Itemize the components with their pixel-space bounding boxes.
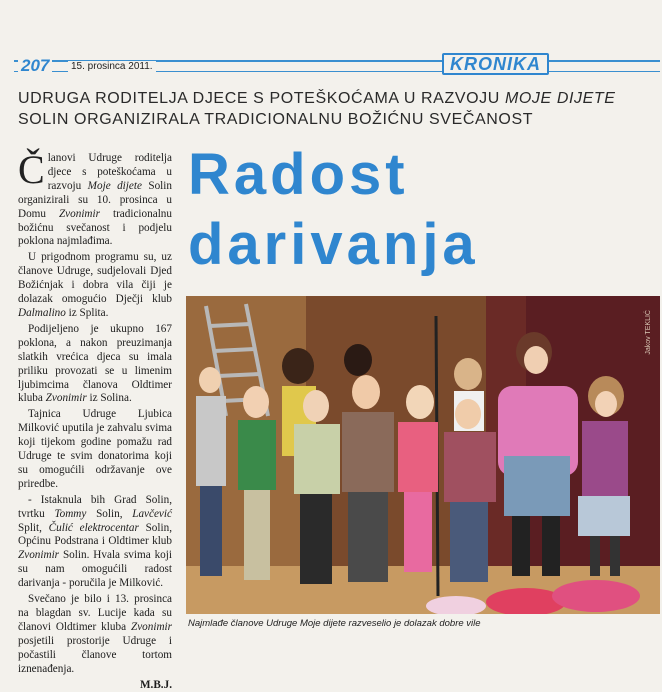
photo-credit: Jakov TEKLIĆ [645,310,652,355]
page-header [14,56,660,80]
article-headline [188,140,658,280]
page-number: 207 [18,56,52,76]
photo-illustration [186,296,660,614]
article-kicker [18,88,648,130]
kicker-line-1: UDRUGA RODITELJA DJECE S POTEŠKOĆAMA U RAZVOJU MOJE DIJETE [18,90,616,107]
paragraph-1: Članovi Udruge roditelja djece s poteškoćama u razvoju Moje dijete Solin organizirali su 10. prosinca u Domu Zvonimir tradicionalnu božićnu svečanost i podjelu poklona najmlađima. [18,147,172,248]
paragraph-5: - Istaknula bih Grad Solin, tvrtku Tommy Solin, Lavčević Split, Čulić elektrocentar Solin, Općinu Podstrana i Oldtimer klub Zvonimir Solin. Hvala svima koji su nam omogućili radost darivanja - poručila je Milković. [18,493,172,590]
byline: M.B.J. [139,678,172,691]
paragraph-2: U prigodnom programu su, uz članove Udruge, sudjelovali Djed Božićnjak i dobra vila čiji je dolazak omogućio Dječji klub Dalmalino iz Splita. [18,251,172,319]
paragraph-6: Svečano je bilo i 13. prosinca na blagdan sv. Lucije kada su članovi Oldtimer kluba Zvonimir posjetili prostorije Udruge i počastili članove tortom iznenađenja. [18,593,172,675]
paragraph-3: Podijeljeno je ukupno 167 poklona, a nakon preuzimanja slatkih vrećica djeca su imala priliku provozati se u limenim ljubimcima članova Oldtimer kluba Zvonimir iz Solina. [18,322,172,405]
headline-line-2: darivanja [188,212,479,277]
paragraph-4: Tajnica Udruge Ljubica Milković uputila je zahvalu svima koji tijekom godine pomažu rad Udruge te svim donatorima koji su omogućili održavanje ove priredbe. [18,408,172,490]
photo-caption: Najmlađe članove Udruge Moje dijete razveselio je dolazak dobre vile [188,618,481,629]
drop-cap: Č [18,147,45,192]
section-label: KRONIKA [442,53,549,75]
headline-line-1: Radost [188,142,409,207]
kicker-line-2: SOLIN ORGANIZIRALA TRADICIONALNU BOŽIĆNU SVEČANOST [18,111,534,128]
article-body [18,147,172,692]
issue-date: 15. prosinca 2011. [68,61,156,72]
article-photo [186,296,660,614]
